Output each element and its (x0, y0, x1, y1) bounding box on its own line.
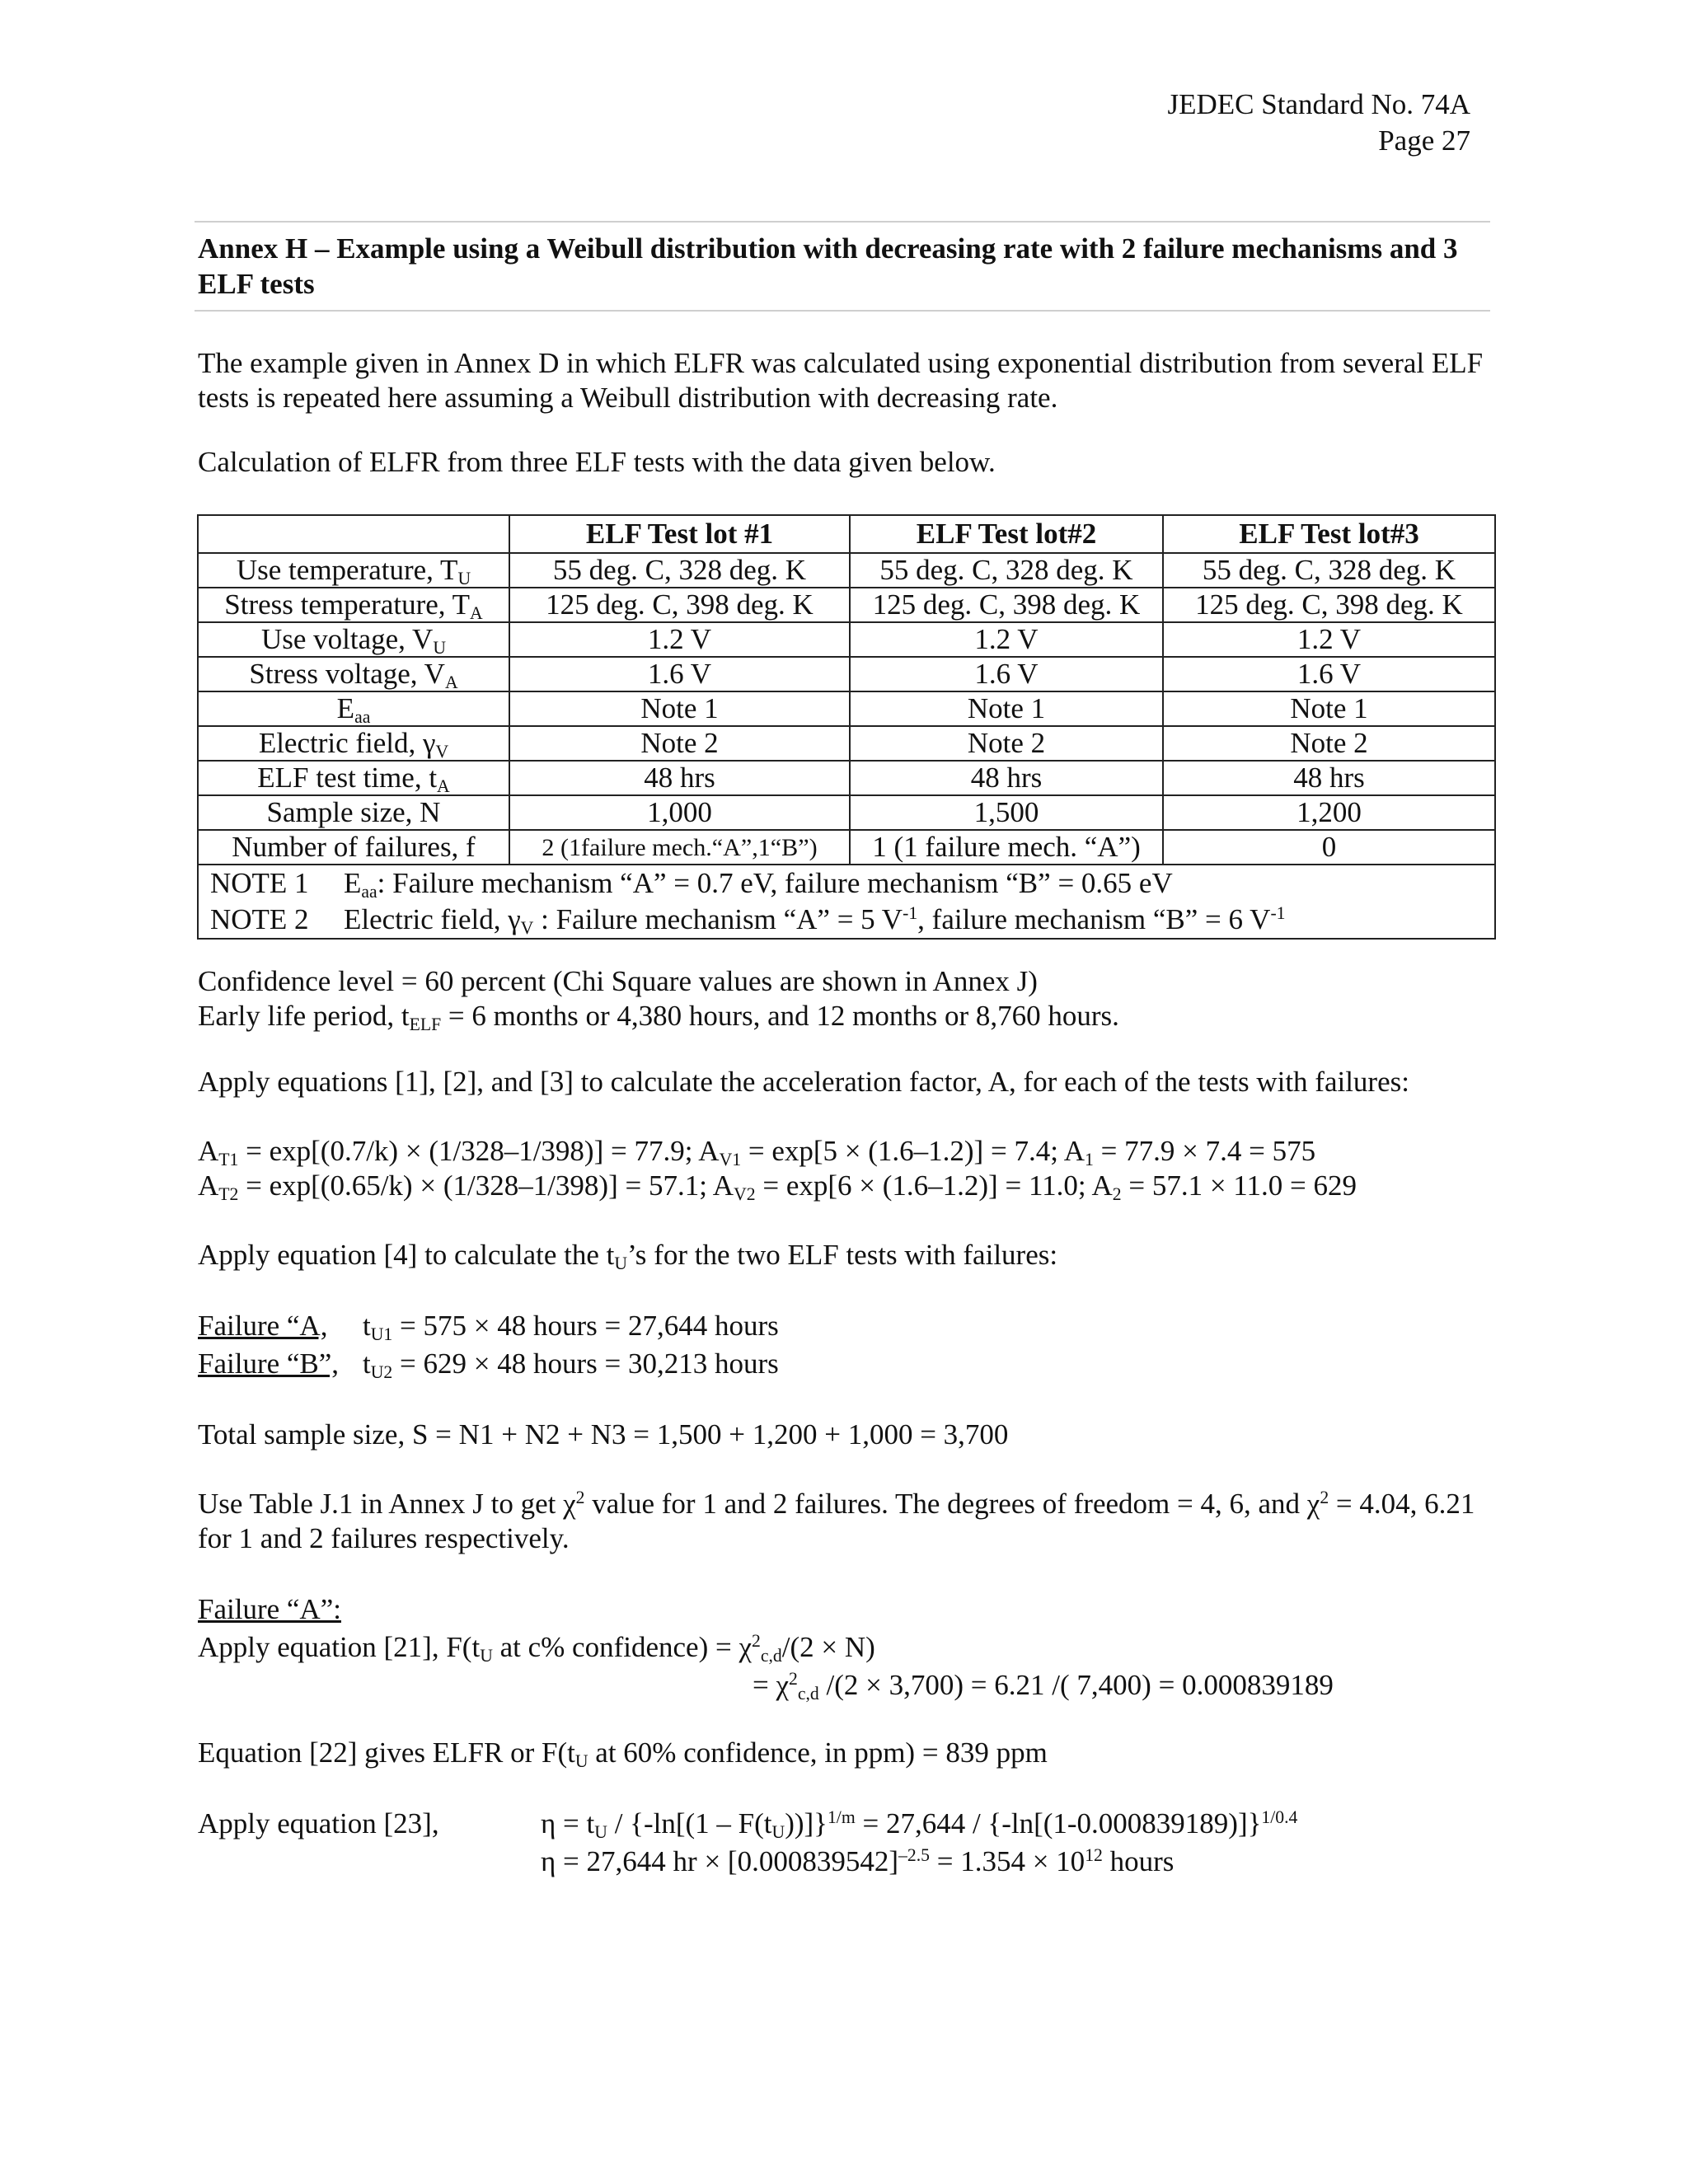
row-label: Electric field, $\gamma_V$ (198, 726, 509, 761)
table-cell: 1,200 (1163, 795, 1495, 830)
early-life-period: Early life period, $t_{ELF} = 6$ months or 4,380 hours, and 12 months or 8,760 hours. (198, 1000, 1119, 1035)
table-header-row (198, 515, 1495, 553)
equation-at2: $A_{T2} = \exp[(0.65/k) \times (1/328-1/398)] = 57.1$; $A_{V2} = \exp[6 \times (1.6-1.2)] = 11.0$; $A_2 = 57.1 \times 11.0 = 629$ (198, 1169, 1357, 1205)
row-label: Number of failures, f (198, 830, 509, 865)
use-table-j1: Use Table J.1 in Annex J to get $\chi^2$ value for 1 and 2 failures. The degrees of freedom = 4, 6, and $\chi^2 = 4.04$, 6.21 for 1 and 2 failures respectively. (198, 1488, 1475, 1554)
failure-a-heading: Failure “A”: (198, 1593, 341, 1625)
table-cell: 1,500 (850, 795, 1163, 830)
table-cell: 48 hrs (850, 761, 1163, 795)
table-cell: 1,000 (509, 795, 850, 830)
table-cell: 48 hrs (1163, 761, 1495, 795)
table-cell: Note 1 (1163, 691, 1495, 726)
equation-23-line2: η = 27,644 hr × $[0.000839542]^{-2.5} = 1.354 \times 10^{12}$ hours (541, 1845, 1175, 1877)
row-label: $E_{aa}$ (198, 691, 509, 726)
table-cell: 125 deg. C, 398 deg. K (509, 588, 850, 622)
equation-23-line1: $\eta = t_U / \{-\ln[(1 - F(t_U))]\}^{1/m} = 27,644 / \{-\ln[(1-0.000839189)]\}^{1/0.4}$ (541, 1807, 1298, 1843)
table-cell: Note 1 (509, 691, 850, 726)
note-1: NOTE 1 $E_{aa}$: Failure mechanism “A” = 0.7 eV, failure mechanism “B” = 0.65 eV (210, 867, 1173, 902)
annex-title: Annex H – Example using a Weibull distribution with decreasing rate with 2 failure mechanisms and 3 ELF tests (198, 232, 1458, 300)
equation-22: Equation [22] gives ELFR or $F(t_U$ at 60% confidence, in ppm) = 839 ppm (198, 1736, 1048, 1772)
table-cell: 125 deg. C, 398 deg. K (1163, 588, 1495, 622)
table-cell: 125 deg. C, 398 deg. K (850, 588, 1163, 622)
table-row (198, 795, 1495, 830)
failure-b-tu: Failure “B”, $t_{U2} = 629 \times 48$ hours = 30,213 hours (198, 1347, 779, 1383)
column-header: ELF Test lot#2 (850, 515, 1163, 553)
equation-23-label: Apply equation [23], (198, 1807, 439, 1840)
row-label: Use temperature, $T_U$ (198, 553, 509, 588)
row-label: ELF test time, $t_A$ (198, 761, 509, 795)
divider-top (195, 221, 1490, 223)
table-notes (198, 865, 1495, 939)
note-2: NOTE 2 Electric field, $\gamma_V$ : Failure mechanism “A” = 5 $V^{-1}$, failure mechanism “B” = 6 $V^{-1}$ (210, 903, 1286, 939)
table-row (198, 588, 1495, 622)
row-label: Sample size, N (198, 795, 509, 830)
equation-21-result: = $\chi^2_{c,d}$ /(2 × 3,700) = 6.21 /( 7,400) = 0.000839189 (753, 1669, 1334, 1704)
table-row (198, 726, 1495, 761)
table-cell: 0 (1163, 830, 1495, 865)
column-header: ELF Test lot#3 (1163, 515, 1495, 553)
table-cell: Note 1 (850, 691, 1163, 726)
table-row (198, 691, 1495, 726)
failure-a-tu: Failure “A, $t_{U1} = 575 \times 48$ hours = 27,644 hours (198, 1310, 779, 1345)
divider-bottom (195, 310, 1490, 312)
column-header: ELF Test lot #1 (509, 515, 850, 553)
table-cell: 55 deg. C, 328 deg. K (850, 553, 1163, 588)
table-cell: 55 deg. C, 328 deg. K (509, 553, 850, 588)
table-notes-row (198, 865, 1495, 939)
apply-eq-1-2-3: Apply equations [1], [2], and [3] to calculate the acceleration factor, A, for each of the tests with failures: (198, 1066, 1409, 1098)
row-label: Stress temperature, $T_A$ (198, 588, 509, 622)
table-cell: 1.6 V (509, 657, 850, 691)
table-cell: 2 (1failure mech.“A”,1“B”) (509, 830, 850, 865)
table-cell: 1 (1 failure mech. “A”) (850, 830, 1163, 865)
table-row (198, 830, 1495, 865)
table-row (198, 657, 1495, 691)
header-empty-cell (198, 515, 509, 553)
confidence-level: Confidence level = 60 percent (Chi Square values are shown in Annex J) (198, 965, 1038, 997)
total-sample-size: Total sample size, S = N1 + N2 + N3 = 1,500 + 1,200 + 1,000 = 3,700 (198, 1418, 1009, 1451)
table-row (198, 622, 1495, 657)
row-label: Use voltage, $V_U$ (198, 622, 509, 657)
table-cell: 1.6 V (1163, 657, 1495, 691)
intro-paragraph: The example given in Annex D in which ELFR was calculated using exponential distribution from several ELF tests is repeated here assuming a Weibull distribution with decreasing rate. (198, 347, 1484, 414)
elf-test-table (197, 514, 1496, 940)
table-row (198, 761, 1495, 795)
row-label: Stress voltage, $V_A$ (198, 657, 509, 691)
table-cell: 1.6 V (850, 657, 1163, 691)
table-cell: 1.2 V (509, 622, 850, 657)
equation-at1: $A_{T1} = \exp[(0.7/k) \times (1/328-1/398)] = 77.9$; $A_{V1} = \exp[5 \times (1.6-1.2)] = 7.4$; $A_1 = 77.9 \times 7.4 = 575$ (198, 1135, 1316, 1170)
table-row (198, 553, 1495, 588)
table-cell: Note 2 (1163, 726, 1495, 761)
table-cell: Note 2 (850, 726, 1163, 761)
page-number: Page 27 (1378, 124, 1470, 157)
table-cell: 1.2 V (850, 622, 1163, 657)
table-cell: Note 2 (509, 726, 850, 761)
calc-intro: Calculation of ELFR from three ELF tests with the data given below. (198, 446, 996, 478)
apply-eq-4: Apply equation [4] to calculate the $t_U’s$ for the two ELF tests with failures: (198, 1239, 1058, 1274)
standard-number: JEDEC Standard No. 74A (1167, 88, 1470, 120)
table-cell: 1.2 V (1163, 622, 1495, 657)
table-cell: 48 hrs (509, 761, 850, 795)
equation-21: Apply equation [21], $F(t_U$ at c% confidence) = $\chi^2_{c,d}/(2 \times N)$ (198, 1631, 875, 1666)
page-header (1168, 87, 1470, 159)
table-cell: 55 deg. C, 328 deg. K (1163, 553, 1495, 588)
